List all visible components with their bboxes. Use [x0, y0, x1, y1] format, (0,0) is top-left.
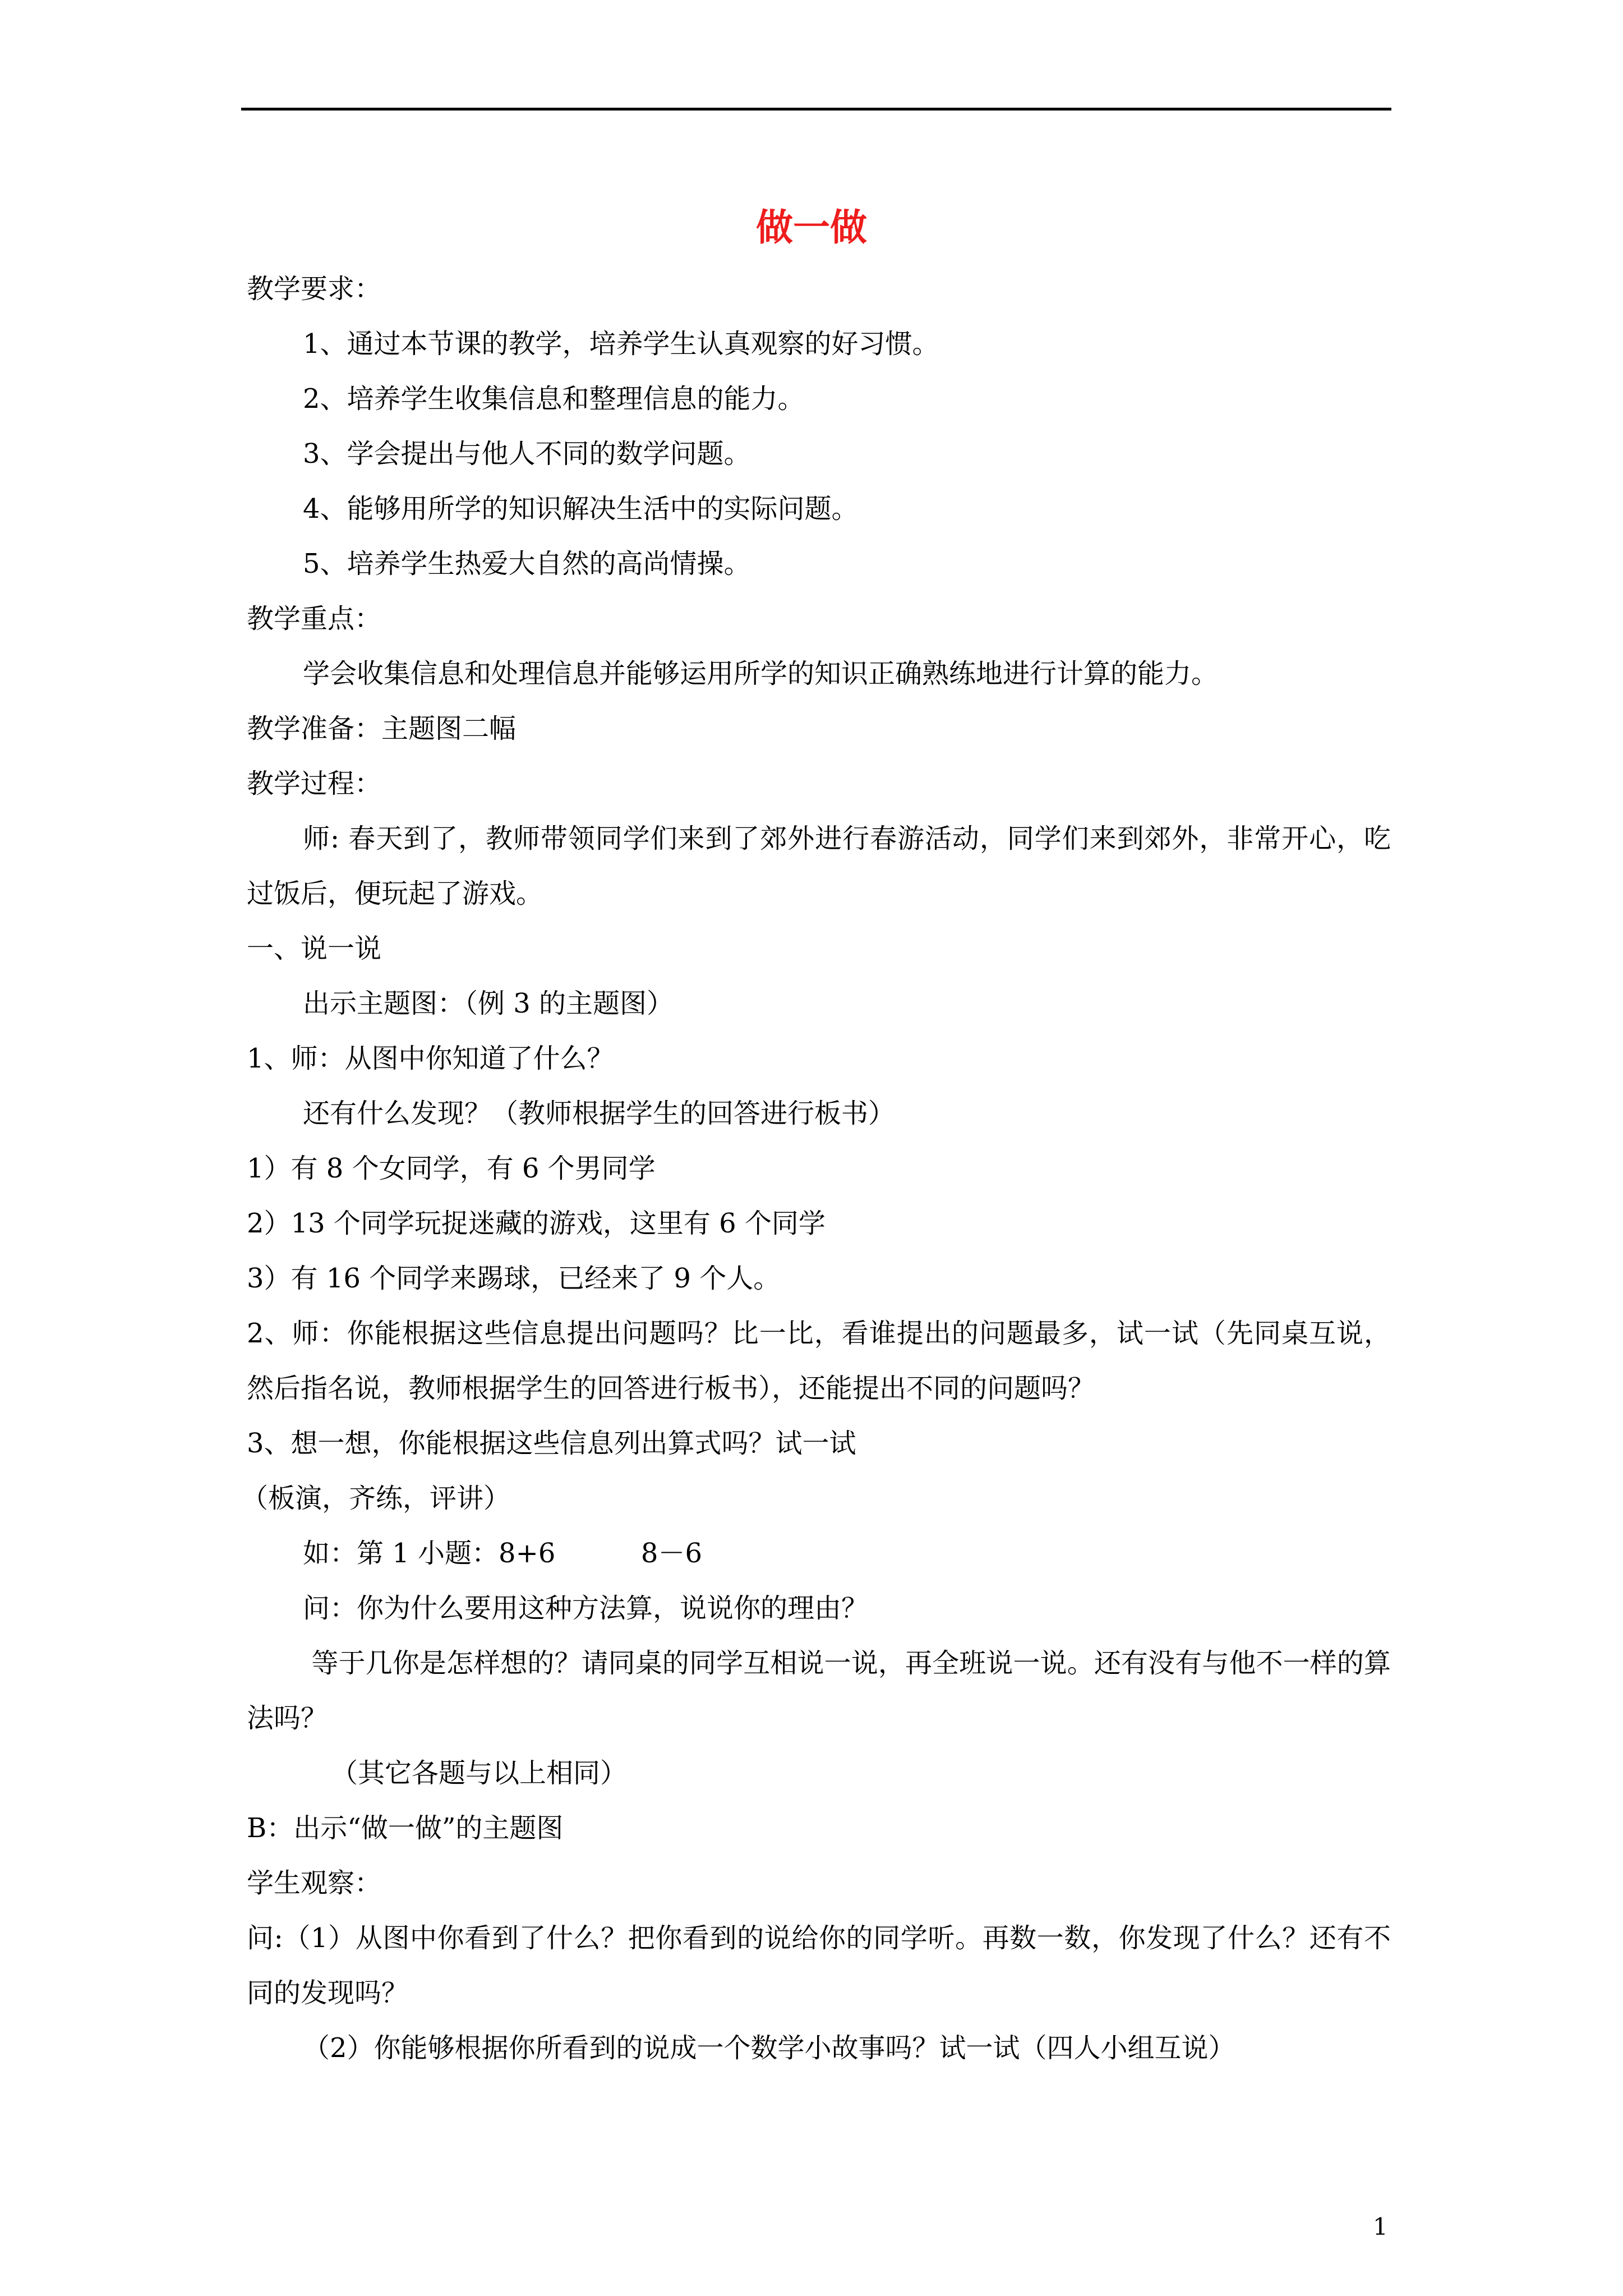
teacher-intro-paragraph: 师: 春天到了，教师带领同学们来到了郊外进行春游活动，同学们来到郊外，非常开心，吃过饭后，便玩起了游戏。 — [247, 823, 1391, 909]
example-formulas: 如：第 1 小题：8+6 8－6 — [303, 1538, 703, 1569]
show-theme-picture: 出示主题图：（例 3 的主题图） — [303, 988, 674, 1019]
document-body — [241, 261, 1391, 2076]
question-1: 1、师：从图中你知道了什么？ — [247, 1043, 614, 1074]
requirement-item-3: 3、学会提出与他人不同的数学问题。 — [303, 438, 751, 470]
section-heading-focus: 教学重点： — [247, 603, 382, 634]
requirement-item-4: 4、能够用所学的知识解决生活中的实际问题。 — [303, 493, 859, 524]
other-items-note: （其它各题与以上相同） — [331, 1757, 628, 1789]
section-heading-process: 教学过程： — [247, 768, 382, 799]
show-do-it-picture: B：出示“做一做”的主题图 — [247, 1812, 564, 1844]
section-heading-say: 一、说一说 — [247, 933, 382, 964]
focus-text: 学会收集信息和处理信息并能够运用所学的知识正确熟练地进行计算的能力。 — [303, 658, 1219, 689]
observe-question-2: （2）你能够根据你所看到的说成一个数学小故事吗？试一试（四人小组互说） — [303, 2032, 1235, 2064]
question-3: 3、想一想，你能根据这些信息列出算式吗？试一试 — [247, 1428, 856, 1459]
board-practice-note: （板演，齐练，评讲） — [241, 1483, 511, 1514]
preparation-text: 教学准备：主题图二幅 — [247, 713, 517, 744]
page-number: 1 — [1373, 2213, 1388, 2240]
student-observe: 学生观察： — [247, 1867, 382, 1899]
document-title: 做一做 — [756, 205, 867, 249]
question-1-followup: 还有什么发现？（教师根据学生的回答进行板书） — [303, 1098, 896, 1129]
why-question: 问：你为什么要用这种方法算，说说你的理由？ — [303, 1593, 869, 1624]
requirement-item-2: 2、培养学生收集信息和整理信息的能力。 — [303, 383, 805, 415]
requirement-item-1: 1、通过本节课的教学，培养学生认真观察的好习惯。 — [303, 328, 939, 360]
header-rule — [241, 108, 1391, 111]
observe-question-1: 问:（1）从图中你看到了什么？把你看到的说给你的同学听。再数一数，你发现了什么？还有不同的发现吗？ — [247, 1922, 1391, 2009]
section-heading-requirements: 教学要求： — [247, 273, 382, 305]
info-item-3: 3）有 16 个同学来踢球，已经来了 9 个人。 — [247, 1263, 781, 1294]
requirement-item-5: 5、培养学生热爱大自然的高尚情操。 — [303, 548, 751, 579]
info-item-2: 2）13 个同学玩捉迷藏的游戏，这里有 6 个同学 — [247, 1208, 826, 1239]
equals-question: 等于几你是怎样想的？请同桌的同学互相说一说，再全班说一说。还有没有与他不一样的算法吗？ — [247, 1648, 1391, 1734]
question-2: 2、师：你能根据这些信息提出问题吗？比一比，看谁提出的问题最多，试一试（先同桌互说，然后指名说，教师根据学生的回答进行板书），还能提出不同的问题吗？ — [247, 1318, 1391, 1404]
info-item-1: 1）有 8 个女同学，有 6 个男同学 — [247, 1153, 656, 1184]
